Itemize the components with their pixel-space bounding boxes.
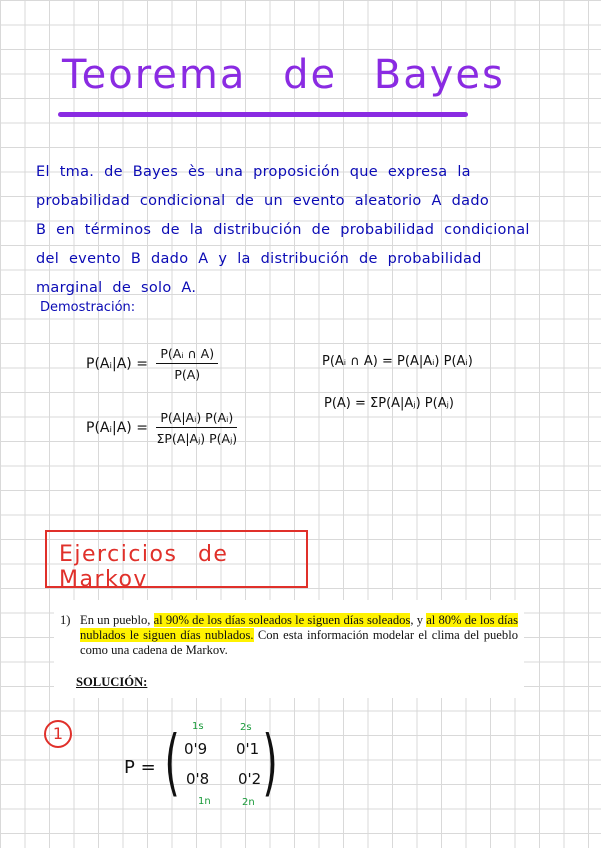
solution-label: SOLUCIÓN:	[76, 675, 148, 689]
title-underline	[58, 112, 468, 117]
numerator: P(A|Aᵢ) P(Aᵢ)	[156, 410, 237, 428]
formula-intersection: P(Aᵢ ∩ A) = P(A|Aᵢ) P(Aᵢ)	[322, 354, 473, 369]
bayes-description	[36, 158, 566, 303]
exercise-text: , y	[410, 613, 427, 627]
exercise-card	[54, 600, 524, 698]
left-paren-icon: (	[164, 720, 180, 804]
transition-matrix	[164, 720, 290, 808]
formula-bayes	[86, 410, 237, 446]
column-label: 1s	[192, 721, 204, 732]
denominator: P(A)	[174, 367, 201, 382]
page-title: Teorema de Bayes	[62, 52, 505, 98]
demonstration-label: Demostración:	[40, 300, 136, 315]
column-label: 2s	[240, 722, 252, 733]
exercise-text: En un pueblo,	[80, 613, 154, 627]
fraction	[156, 346, 218, 382]
formula-lhs: P(Aᵢ|A) =	[86, 420, 148, 436]
fraction	[156, 410, 237, 446]
highlighted-text: al 90% de los días soleados le siguen días soleados	[153, 613, 411, 627]
matrix-cell: 0'8	[186, 770, 210, 788]
highlighted-text: al 80% de los días nublados le siguen días nublados.	[80, 613, 518, 642]
description-line: El tma. de Bayes ès una proposición que expresa la	[36, 164, 471, 180]
exercise-number: 1)	[60, 613, 71, 627]
answer-number-badge: 1	[44, 720, 72, 748]
row-label: 1n	[198, 796, 211, 807]
description-line: del evento B dado A y la distribución de probabilidad	[36, 251, 482, 267]
matrix-cell: 0'2	[238, 770, 262, 788]
numerator: P(Aᵢ ∩ A)	[156, 346, 218, 364]
denominator: ΣP(A|Aⱼ) P(Aⱼ)	[156, 431, 238, 446]
row-label: 2n	[242, 797, 255, 808]
exercise-statement	[60, 613, 518, 658]
matrix-label: P =	[124, 757, 156, 778]
matrix-cell: 0'1	[236, 740, 260, 758]
exercise-text: Con esta información modelar el clima del pueblo como una cadena de Markov.	[80, 628, 518, 657]
formula-lhs: P(Aᵢ|A) =	[86, 356, 148, 372]
matrix-cell: 0'9	[184, 740, 208, 758]
description-line: marginal de solo A.	[36, 280, 197, 296]
description-line: B en términos de la distribución de probabilidad condicional	[36, 222, 530, 238]
markov-section-title: Ejercicios de Markov	[45, 530, 308, 588]
description-line: probabilidad condicional de un evento aleatorio A dado	[36, 193, 489, 209]
right-paren-icon: )	[262, 720, 278, 804]
formula-total-probability: P(A) = ΣP(A|Aⱼ) P(Aⱼ)	[324, 396, 454, 411]
formula-conditional	[86, 346, 218, 382]
